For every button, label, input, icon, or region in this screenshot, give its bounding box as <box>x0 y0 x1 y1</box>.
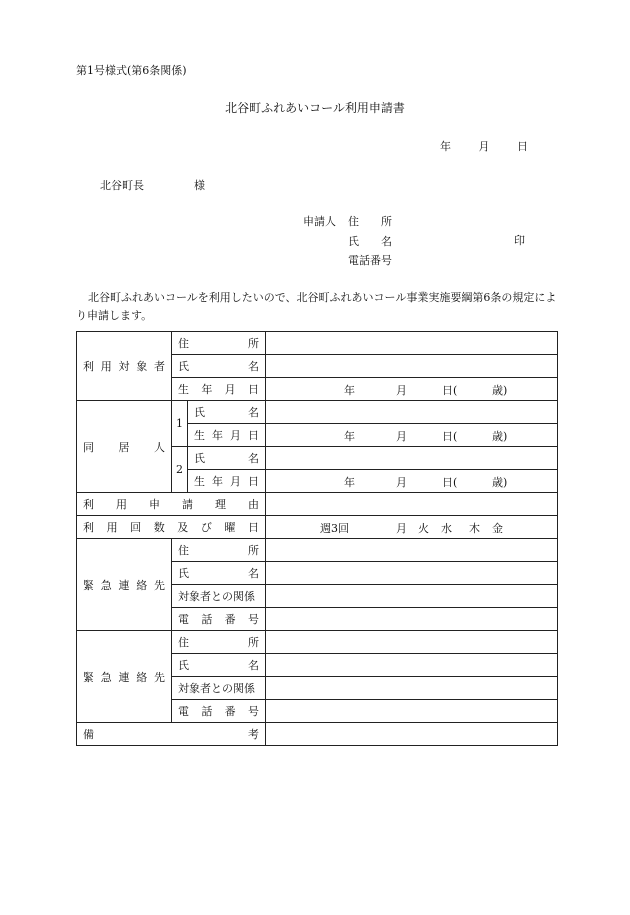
subject-name-label-cell: 氏 名 <box>172 355 266 378</box>
cohab2-name-field[interactable] <box>266 447 558 470</box>
cohab2-birth-field[interactable] <box>266 470 558 493</box>
remarks-label: 備 考 <box>83 728 259 741</box>
subject-label-cell <box>77 332 172 401</box>
reason-label-cell <box>77 493 266 516</box>
cohab1-name-label-cell: 氏 名 <box>188 401 266 424</box>
emergency2-address-row <box>77 631 558 654</box>
date-year: 年 <box>344 430 355 443</box>
subject-birth-field[interactable] <box>266 378 558 401</box>
date-month: 月 <box>396 476 407 489</box>
date-day: 日( <box>442 384 458 397</box>
applicant-name-label: 氏 名 <box>348 235 392 248</box>
emergency2-name-label-cell: 氏 名 <box>172 654 266 677</box>
subject-address-label-cell: 住 所 <box>172 332 266 355</box>
cohab1-birth-field[interactable] <box>266 424 558 447</box>
date-day: 日( <box>442 476 458 489</box>
form-number: 第1号様式(第6条関係) <box>76 64 187 77</box>
emergency1-name-field[interactable] <box>266 562 558 585</box>
addressee-name: 北谷町長 <box>100 179 144 192</box>
emergency1-name-label-cell: 氏 名 <box>172 562 266 585</box>
subject-address-row <box>77 332 558 355</box>
applicant-address-label: 住 所 <box>348 215 392 228</box>
emergency2-label: 緊 急 連 絡 先 <box>83 670 165 684</box>
subject-label: 利 用 対 象 者 <box>83 360 165 373</box>
reason-field[interactable] <box>266 493 558 516</box>
date-month: 月 <box>396 430 407 443</box>
applicant-phone-label: 電話番号 <box>348 254 392 267</box>
cohabitant-label: 同 居 人 <box>83 440 165 454</box>
date-month-label: 月 <box>478 140 490 153</box>
date-year-label: 年 <box>440 140 451 153</box>
remarks-row <box>77 723 558 746</box>
emergency1-label-cell <box>77 539 172 631</box>
cohab-number-1: 1 <box>172 401 188 447</box>
emergency2-name-field[interactable] <box>266 654 558 677</box>
date-age: 歳) <box>492 430 508 443</box>
emergency1-address-label-cell: 住 所 <box>172 539 266 562</box>
addressee-honorific: 様 <box>194 179 205 192</box>
frequency-row <box>77 516 558 539</box>
subject-name-field[interactable] <box>266 355 558 378</box>
addressee <box>100 177 205 193</box>
emergency1-relation-field[interactable] <box>266 585 558 608</box>
emergency1-phone-label-cell: 電 話 番 号 <box>172 608 266 631</box>
emergency1-phone-field[interactable] <box>266 608 558 631</box>
date-year: 年 <box>344 476 355 489</box>
emergency2-label-cell <box>77 631 172 723</box>
remarks-label-cell <box>77 723 266 746</box>
reason-label: 利 用 申 請 理 由 <box>83 498 259 511</box>
emergency2-phone-field[interactable] <box>266 700 558 723</box>
cohab1-name-row <box>77 401 558 424</box>
cohab1-name-field[interactable] <box>266 401 558 424</box>
emergency2-phone-label-cell: 電 話 番 号 <box>172 700 266 723</box>
seal-mark: 印 <box>514 234 525 247</box>
emergency2-address-field[interactable] <box>266 631 558 654</box>
frequency-field[interactable] <box>266 516 558 539</box>
date-day: 日( <box>442 430 458 443</box>
application-date <box>440 138 528 154</box>
subject-birth-label-cell: 生 年 月 日 <box>172 378 266 401</box>
subject-address-field[interactable] <box>266 332 558 355</box>
day-mon[interactable]: 月 <box>396 522 407 535</box>
frequency-label: 利 用 回 数 及 び 曜 日 <box>83 521 259 534</box>
day-fri[interactable]: 金 <box>492 522 503 535</box>
cohab2-birth-label-cell: 生 年 月 日 <box>188 470 266 493</box>
form-title: 北谷町ふれあいコール利用申請書 <box>225 101 405 115</box>
application-table <box>76 331 558 746</box>
emergency2-relation-label-cell: 対象者との関係 <box>172 677 266 700</box>
date-year: 年 <box>344 384 355 397</box>
date-day-label: 日 <box>517 140 528 153</box>
date-age: 歳) <box>492 384 508 397</box>
cohab2-name-label-cell: 氏 名 <box>188 447 266 470</box>
reason-row <box>77 493 558 516</box>
frequency-value: 週3回 <box>320 522 349 535</box>
emergency1-relation-label-cell: 対象者との関係 <box>172 585 266 608</box>
cohab1-birth-label-cell: 生 年 月 日 <box>188 424 266 447</box>
date-age: 歳) <box>492 476 508 489</box>
day-tue[interactable]: 火 <box>418 522 429 535</box>
emergency1-address-row <box>77 539 558 562</box>
intro-text: 北谷町ふれあいコールを利用したいので、北谷町ふれあいコール事業実施要綱第6条の規定により申請します。 <box>76 291 557 322</box>
applicant-label: 申請人 <box>303 215 336 228</box>
remarks-field[interactable] <box>266 723 558 746</box>
emergency2-relation-field[interactable] <box>266 677 558 700</box>
frequency-label-cell <box>77 516 266 539</box>
cohab-number-2: 2 <box>172 447 188 493</box>
cohabitant-label-cell <box>77 401 172 493</box>
date-month: 月 <box>396 384 407 397</box>
emergency1-address-field[interactable] <box>266 539 558 562</box>
emergency2-address-label-cell: 住 所 <box>172 631 266 654</box>
day-thu[interactable]: 木 <box>469 522 480 535</box>
day-wed[interactable]: 水 <box>441 522 452 535</box>
emergency1-label: 緊 急 連 絡 先 <box>83 578 165 592</box>
